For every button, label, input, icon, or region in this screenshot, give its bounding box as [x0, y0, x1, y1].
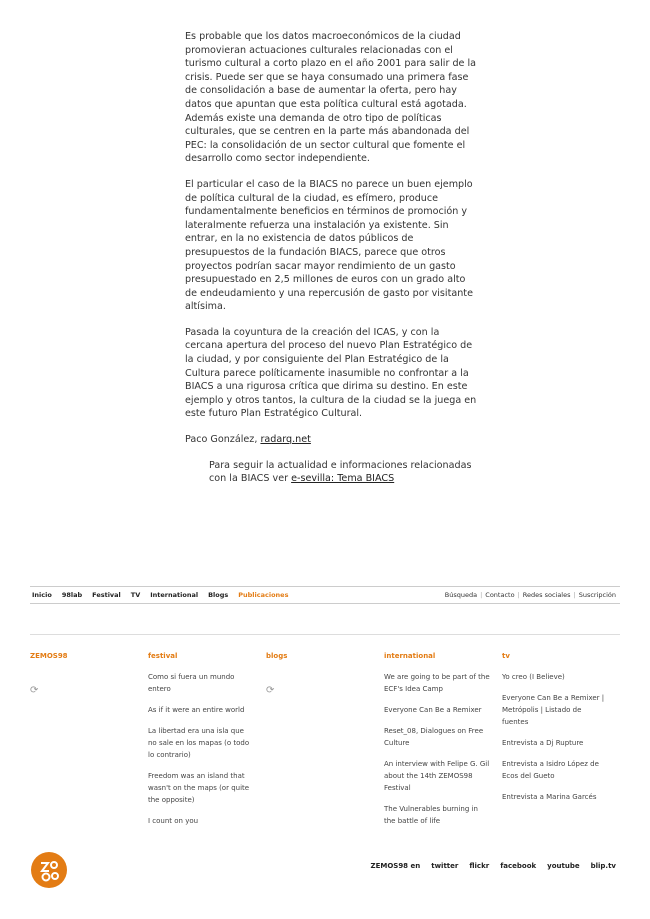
list-item[interactable]: Como si fuera un mundo entero — [148, 673, 235, 693]
menu-item-redes[interactable]: Redes sociales — [522, 591, 571, 599]
column-international — [384, 652, 502, 836]
social-label: ZEMOS98 en — [370, 862, 421, 870]
article-paragraph: Es probable que los datos macroeconómicos de la ciudad promovieran actuaciones culturales relacionadas con el turismo cultural a corto plazo en el año 2001 para salir de la crisis. Puede ser que se haya consumado una primera fase de consolidación a base de aumentar la oferta, pero hay datos que apuntan que esta política cultural está agotada. Además existe una demanda de otro tipo de políticas culturales, que se centren en la parte más abandonada del PEC: la consolidación de un sector cultural que fomente el desarrollo como sector independiente. — [185, 31, 477, 165]
menu-right — [445, 591, 620, 599]
menu-item-contacto[interactable]: Contacto — [485, 591, 515, 599]
column-title[interactable]: festival — [148, 652, 178, 660]
menu-item-festival[interactable]: Festival — [92, 591, 121, 599]
refresh-icon[interactable]: ⟳ — [30, 685, 39, 696]
column-blogs — [266, 652, 384, 836]
list-item[interactable]: As if it were an entire world — [148, 706, 245, 714]
menu-item-busqueda[interactable]: Búsqueda — [444, 591, 478, 599]
article-body — [185, 30, 480, 498]
menu-item-suscripcion[interactable]: Suscripción — [578, 591, 616, 599]
list-item[interactable]: An interview with Felipe G. Gil about the 14th ZEMOS98 Festival — [384, 760, 490, 792]
column-festival — [148, 652, 266, 836]
menu-item-inicio[interactable]: Inicio — [32, 591, 52, 599]
list-item[interactable]: La libertad era una isla que no sale en los mapas (o todo lo contrario) — [148, 727, 250, 759]
divider — [30, 634, 620, 635]
list-item[interactable]: Everyone Can Be a Remixer | Metrópolis | Listado de fuentes — [502, 694, 605, 726]
article-paragraph: El particular el caso de la BIACS no parece un buen ejemplo de política cultural de la ciudad, es efímero, produce fundamentalmente beneficios en términos de promoción y lateralmente refuerza una instalación ya existente. Sin entrar, en la no existencia de datos públicos de presupuestos de la fundación BIACS, parece que otros proyectos podrían sacar mayor rendimiento de un gasto presupuestado en 2,5 millones de euros con un grado alto de endeudamiento y una repercusión de gasto por visitante altísima. — [185, 178, 473, 313]
related-note-text: Para seguir la actualidad e informaciones relacionadas con la BIACS ver — [209, 459, 472, 485]
menu-item-98lab[interactable]: 98lab — [61, 591, 83, 599]
menu-item-publicaciones[interactable]: Publicaciones — [238, 591, 289, 599]
author-link[interactable]: radarq.net — [260, 434, 311, 446]
column-title[interactable]: ZEMOS98 — [30, 652, 68, 660]
author-line — [185, 433, 480, 447]
related-link[interactable]: e-sevilla: Tema BIACS — [291, 473, 395, 485]
menu-item-blogs[interactable]: Blogs — [208, 591, 229, 599]
bliptv-link[interactable]: blip.tv — [590, 862, 616, 870]
menu-item-tv[interactable]: TV — [130, 591, 141, 599]
column-title[interactable]: international — [384, 652, 436, 660]
list-item[interactable]: I count on you — [148, 817, 199, 825]
refresh-icon[interactable]: ⟳ — [266, 685, 275, 696]
column-title[interactable]: blogs — [266, 652, 288, 660]
list-item[interactable]: Yo creo (I Believe) — [502, 673, 565, 681]
menu-item-international[interactable]: International — [150, 591, 199, 599]
list-item[interactable]: Entrevista a Dj Rupture — [502, 739, 584, 747]
list-item[interactable]: Reset_08, Dialogues on Free Culture — [384, 727, 484, 747]
menu-separator: | — [480, 591, 483, 599]
list-item[interactable]: Entrevista a Marina Garcés — [502, 793, 597, 801]
footer-columns — [30, 652, 620, 836]
article-paragraph: Pasada la coyuntura de la creación del ICAS, y con la cercana apertura del proceso del nuevo Plan Estratégico de la ciudad, y por consiguiente del Plan Estratégico de la Cultura parece políticamente inasumible no confrontar a la BIACS a una rigurosa crítica que dirima su destino. En este ejemplo y otros tantos, la cultura de la ciudad se la juega en este futuro Plan Estratégico Cultural. — [185, 326, 477, 420]
logo-icon — [34, 855, 64, 885]
zemos98-logo[interactable] — [31, 852, 67, 888]
list-item[interactable]: We are going to be part of the ECF's Idea Camp — [384, 673, 490, 693]
list-item[interactable]: Freedom was an island that wasn't on the maps (or quite the opposite) — [148, 772, 250, 804]
list-item[interactable]: Entrevista a Isidro López de Ecos del Gueto — [502, 760, 599, 780]
flickr-link[interactable]: flickr — [469, 862, 490, 870]
menu-separator: | — [517, 591, 520, 599]
author-name: Paco González, — [185, 434, 261, 446]
list-item[interactable]: Everyone Can Be a Remixer — [384, 706, 482, 714]
list-item[interactable]: The Vulnerables burning in the battle of life — [384, 805, 478, 825]
column-zemos98 — [30, 652, 148, 836]
related-note — [209, 459, 480, 486]
column-tv — [502, 652, 620, 836]
social-links — [360, 862, 617, 870]
main-menu — [30, 586, 620, 604]
youtube-link[interactable]: youtube — [547, 862, 580, 870]
menu-left — [30, 591, 298, 599]
column-title[interactable]: tv — [502, 652, 510, 660]
menu-separator: | — [573, 591, 576, 599]
facebook-link[interactable]: facebook — [500, 862, 537, 870]
twitter-link[interactable]: twitter — [431, 862, 459, 870]
